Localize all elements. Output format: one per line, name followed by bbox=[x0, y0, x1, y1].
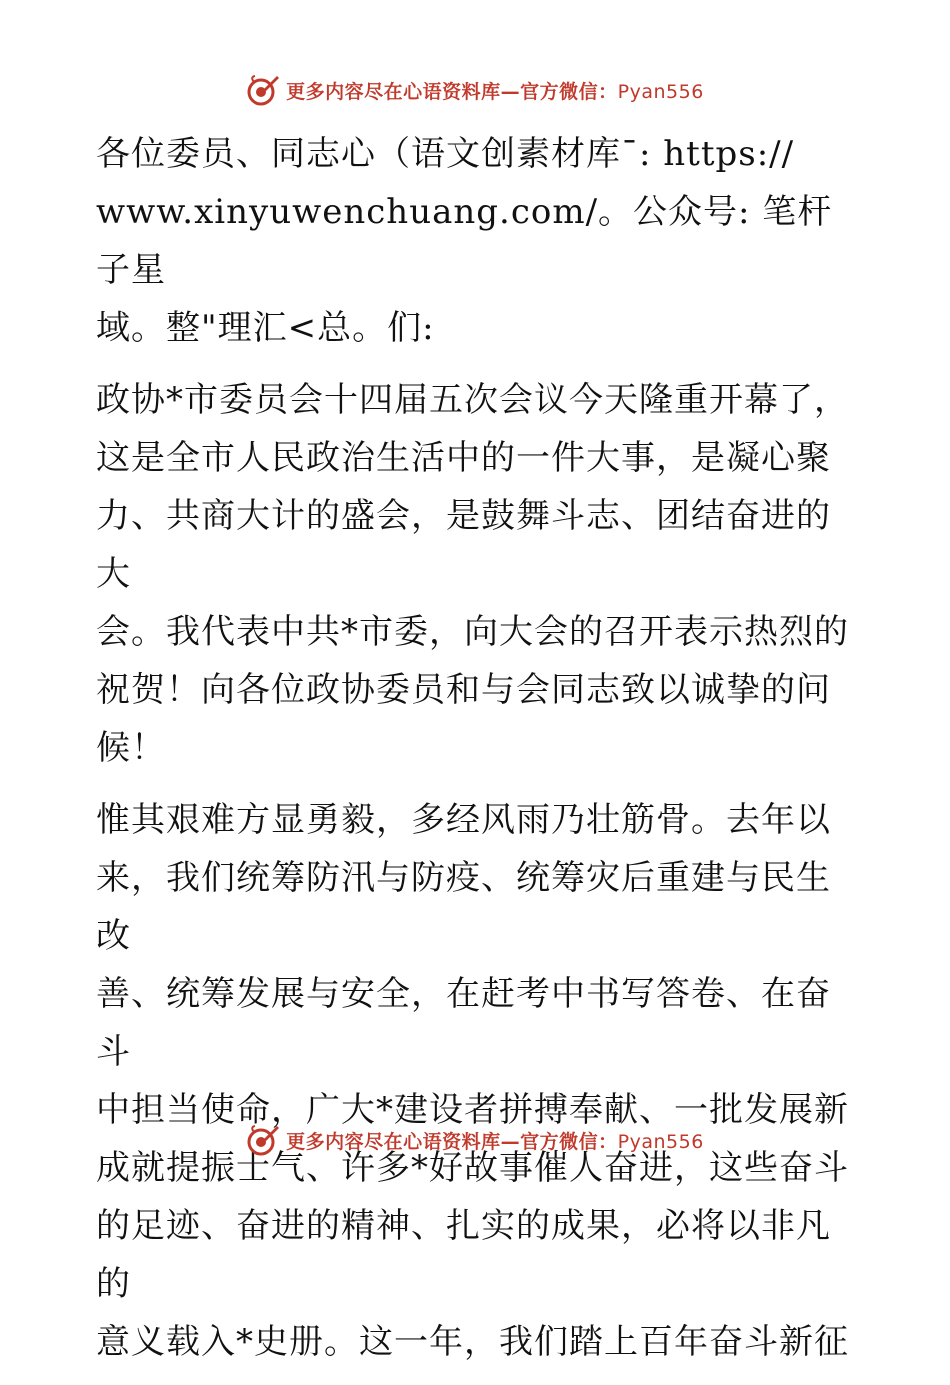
header-banner-id: Pyan556 bbox=[617, 80, 704, 103]
pen-logo-icon bbox=[246, 1123, 280, 1157]
footer-banner-id: Pyan556 bbox=[617, 1130, 704, 1153]
pen-logo-icon bbox=[246, 73, 280, 107]
header-banner-cn: 更多内容尽在心语资料库—官方微信： bbox=[286, 80, 618, 103]
footer-banner bbox=[0, 1120, 950, 1160]
header-banner-text bbox=[286, 77, 704, 104]
paragraph-greeting: 各位委员、同志心（语文创素材库¯: https:// www.xinyuwenchuang.com/。公众号: 笔杆子星 域。整"理汇<总。们: bbox=[96, 134, 833, 348]
paragraph-review: 惟其艰难方显勇毅，多经风雨乃壮筋骨。去年以 来，我们统筹防汛与防疫、统筹灾后重建与民生改 善、统筹发展与安全，在赶考中书写答卷、在奋斗 中担当使命，广大*建设者拼搏奉献、一批发展新 成就提振士气、许多*好故事催人奋进，这些奋斗 的足迹、奋进的精神、扎实的成果，必将以非凡的 意义载入*史册。这一年，我们踏上百年奋斗新征 bbox=[96, 800, 849, 1362]
footer-banner-text bbox=[286, 1127, 704, 1154]
header-banner bbox=[0, 70, 950, 110]
paragraph-opening: 政协*市委员会十四届五次会议今天隆重开幕了， 这是全市人民政治生活中的一件大事，是凝心聚 力、共商大计的盛会，是鼓舞斗志、团结奋进的大 会。我代表中共*市委，向大会的召开表示热烈的 祝贺！向各位政协委员和与会同志致以诚挚的问 候！ bbox=[96, 380, 849, 768]
document-body bbox=[96, 125, 856, 1385]
footer-banner-cn: 更多内容尽在心语资料库—官方微信： bbox=[286, 1130, 618, 1153]
